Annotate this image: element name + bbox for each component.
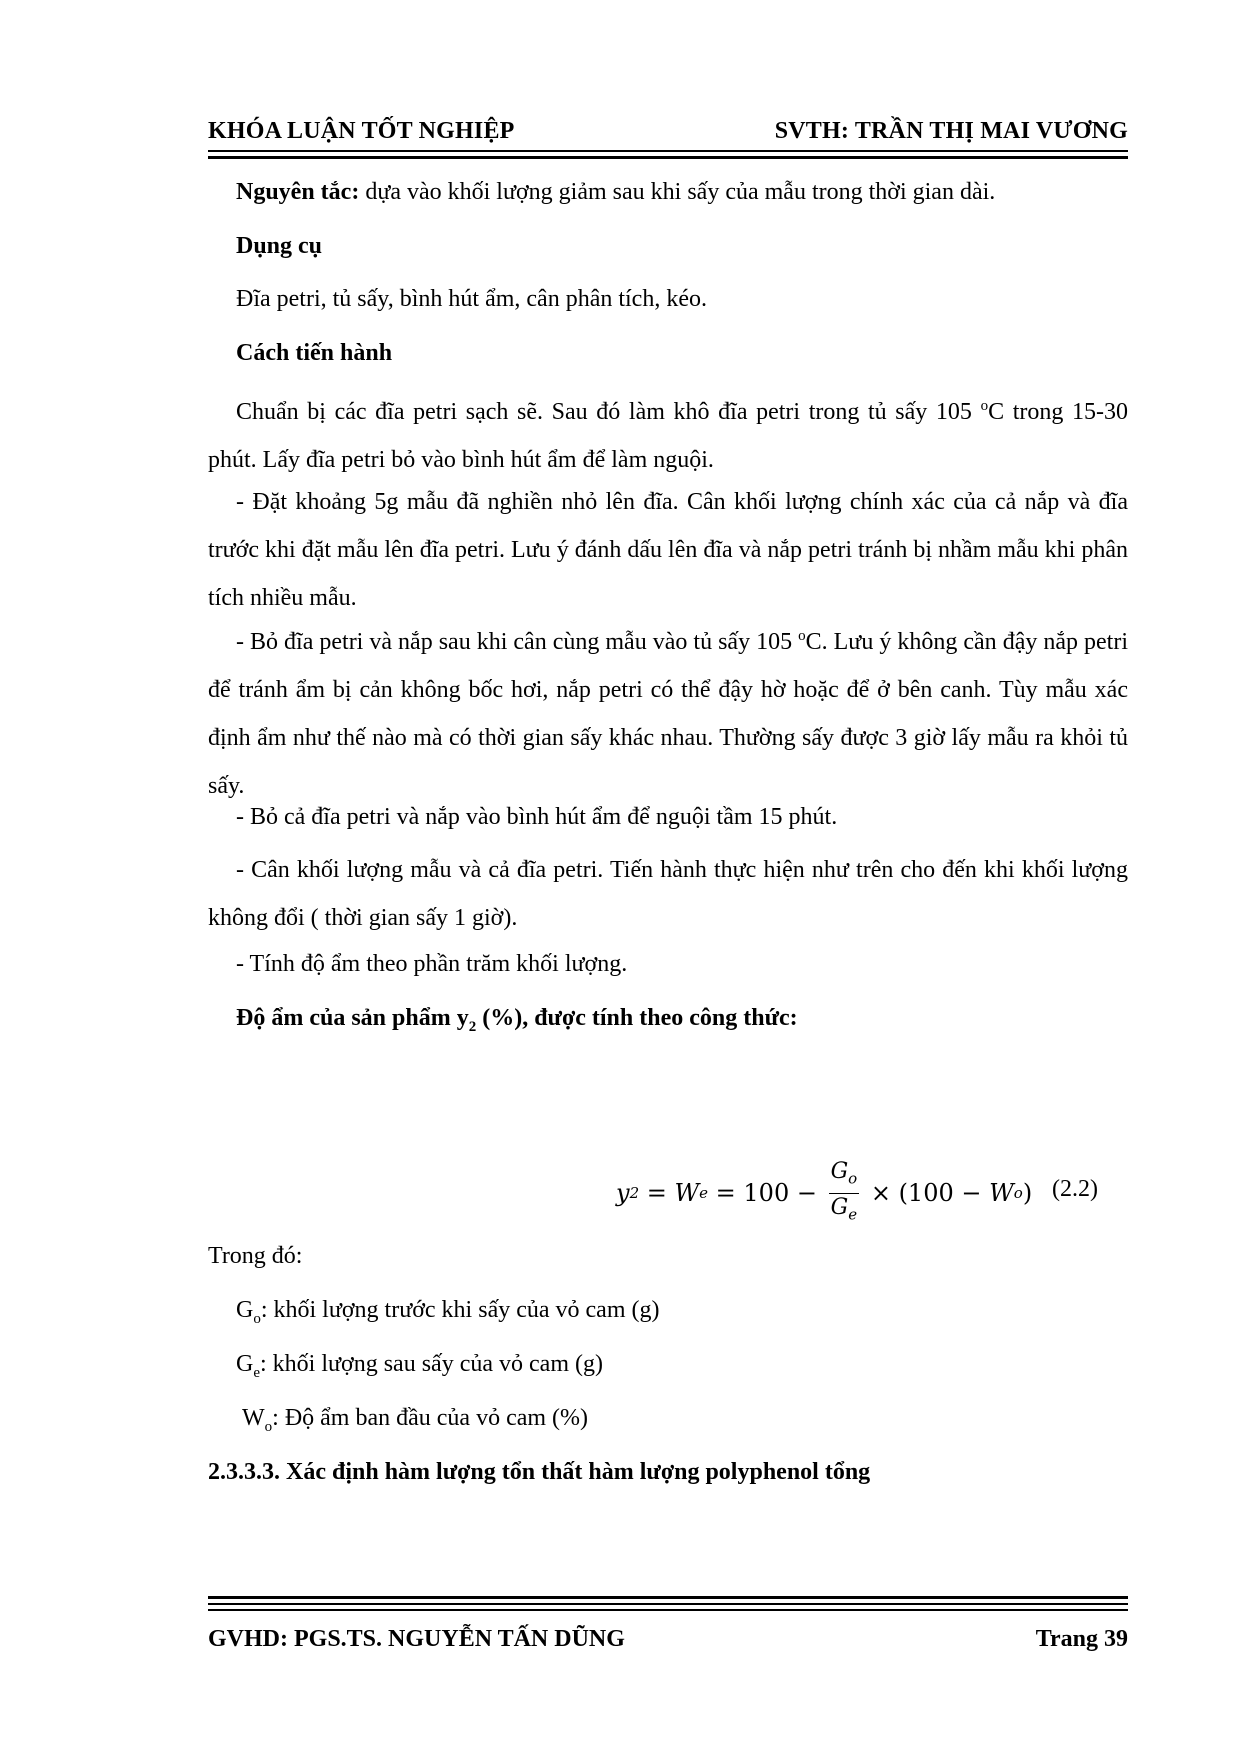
degree-sup: o <box>798 628 806 644</box>
legend-g0-sub: o <box>253 1310 261 1327</box>
header-title: KHÓA LUẬN TỐT NGHIỆP <box>208 118 515 144</box>
legend-ge-symbol: G <box>236 1351 254 1377</box>
formula-w-sub: e <box>699 1184 709 1202</box>
legend-g0-symbol: G <box>236 1297 254 1323</box>
denominator-sub: e <box>848 1204 858 1223</box>
formula-w0: W <box>989 1179 1014 1207</box>
legend-w0-sub: o <box>264 1418 273 1435</box>
footer-rule-thin-2 <box>208 1609 1128 1611</box>
fraction-denominator <box>831 1194 857 1226</box>
legend-g0-text: : khối lượng trước khi sấy của vỏ cam (g) <box>260 1297 660 1323</box>
step-dry <box>208 612 1128 810</box>
formula-y: y <box>616 1179 630 1207</box>
legend-w0 <box>242 1394 1134 1451</box>
step-dry-text-b: C. Lưu ý không cần đậy nắp petri để tránh ẩm bị cản không bốc hơi, nắp petri có thể đậy hờ hoặc để ở bên canh. Tùy mẫu xác định ẩm như thế nào mà có thời gian sấy khác nhau. Thường sấy được 3 giờ lấy mẫu ra khỏi tủ sấy. <box>208 629 1129 799</box>
formula-minus: = 100 − <box>708 1179 825 1207</box>
numerator-sub: o <box>848 1169 858 1188</box>
moisture-formula <box>208 1158 1128 1228</box>
principle-paragraph <box>236 168 1128 216</box>
step-prepare-text-a: Chuẩn bị các đĩa petri sạch sẽ. Sau đó làm khô đĩa petri trong tủ sấy 105 <box>236 399 981 425</box>
tools-text: Đĩa petri, tủ sấy, bình hút ẩm, cân phân tích, kéo. <box>236 286 707 312</box>
page-footer <box>208 1626 1128 1653</box>
formula-intro-text-b: (%), được tính theo công thức: <box>476 1005 798 1031</box>
formula-times: × (100 − <box>863 1179 990 1207</box>
step-prepare <box>208 382 1128 484</box>
page-header <box>208 118 1128 145</box>
legend-g0 <box>236 1286 1128 1343</box>
formula-intro-text-a: Độ ẩm của sản phẩm y <box>236 1005 469 1031</box>
header-author: SVTH: TRẦN THỊ MAI VƯƠNG <box>774 118 1128 144</box>
tools-heading: Dụng cụ <box>236 233 323 259</box>
numerator-symbol: G <box>830 1159 849 1185</box>
formula-equals: = <box>639 1179 675 1207</box>
header-rule-thin <box>208 150 1128 152</box>
formula-intro-sub: 2 <box>468 1018 477 1035</box>
footer-rule-thick <box>208 1596 1128 1599</box>
legend-w0-text: : Độ ẩm ban đầu của vỏ cam (%) <box>272 1405 589 1431</box>
step-dry-text-a: - Bỏ đĩa petri và nắp sau khi cân cùng mẫu vào tủ sấy 105 <box>236 629 799 655</box>
formula-number: (2.2) <box>1052 1176 1098 1202</box>
legend-ge-text: : khối lượng sau sấy của vỏ cam (g) <box>260 1351 603 1377</box>
principle-label: Nguyên tắc: <box>236 179 360 205</box>
formula-w: W <box>674 1179 700 1207</box>
procedure-heading: Cách tiến hành <box>236 340 393 366</box>
formula-intro <box>236 994 1128 1051</box>
step-reweigh: - Cân khối lượng mẫu và cả đĩa petri. Tiến hành thực hiện như trên cho đến khi khối lượng không đổi ( thời gian sấy 1 giờ). <box>208 857 1128 931</box>
fraction-numerator <box>829 1160 860 1193</box>
step-weigh: - Đặt khoảng 5g mẫu đã nghiền nhỏ lên đĩa. Cân khối lượng chính xác của cả nắp và đĩa trước khi đặt mẫu lên đĩa petri. Lưu ý đánh dấu lên đĩa và nắp petri tránh bị nhầm mẫu khi phân tích nhiều mẫu. <box>208 489 1128 611</box>
header-rule-thick <box>208 156 1128 159</box>
legend-intro: Trong đó: <box>208 1243 303 1269</box>
formula-y-sub: 2 <box>629 1184 640 1202</box>
formula-fraction <box>829 1160 860 1226</box>
legend-ge <box>236 1340 1128 1397</box>
denominator-symbol: G <box>830 1194 849 1220</box>
legend-ge-sub: e <box>253 1364 261 1381</box>
step-cool: - Bỏ cả đĩa petri và nắp vào bình hút ẩm để nguội tầm 15 phút. <box>236 804 838 830</box>
formula-w0-sub: o <box>1013 1184 1023 1202</box>
section-heading: 2.3.3.3. Xác định hàm lượng tổn thất hàm lượng polyphenol tổng <box>208 1459 871 1485</box>
footer-rule-thin <box>208 1603 1128 1605</box>
step-calc: - Tính độ ẩm theo phần trăm khối lượng. <box>236 951 628 977</box>
degree-sup: o <box>980 398 989 414</box>
step-prepare-text-b: C trong 15-30 phút. Lấy đĩa petri bỏ vào bình hút ẩm để làm nguội. <box>208 399 1128 473</box>
legend-w0-symbol: W <box>242 1405 265 1431</box>
page-number: Trang 39 <box>1035 1626 1128 1652</box>
principle-text: dựa vào khối lượng giảm sau khi sấy của mẫu trong thời gian dài. <box>359 179 996 205</box>
formula-close: ) <box>1022 1179 1033 1207</box>
footer-advisor: GVHD: PGS.TS. NGUYỄN TẤN DŨNG <box>208 1626 625 1652</box>
formula-expression <box>616 1158 1032 1228</box>
